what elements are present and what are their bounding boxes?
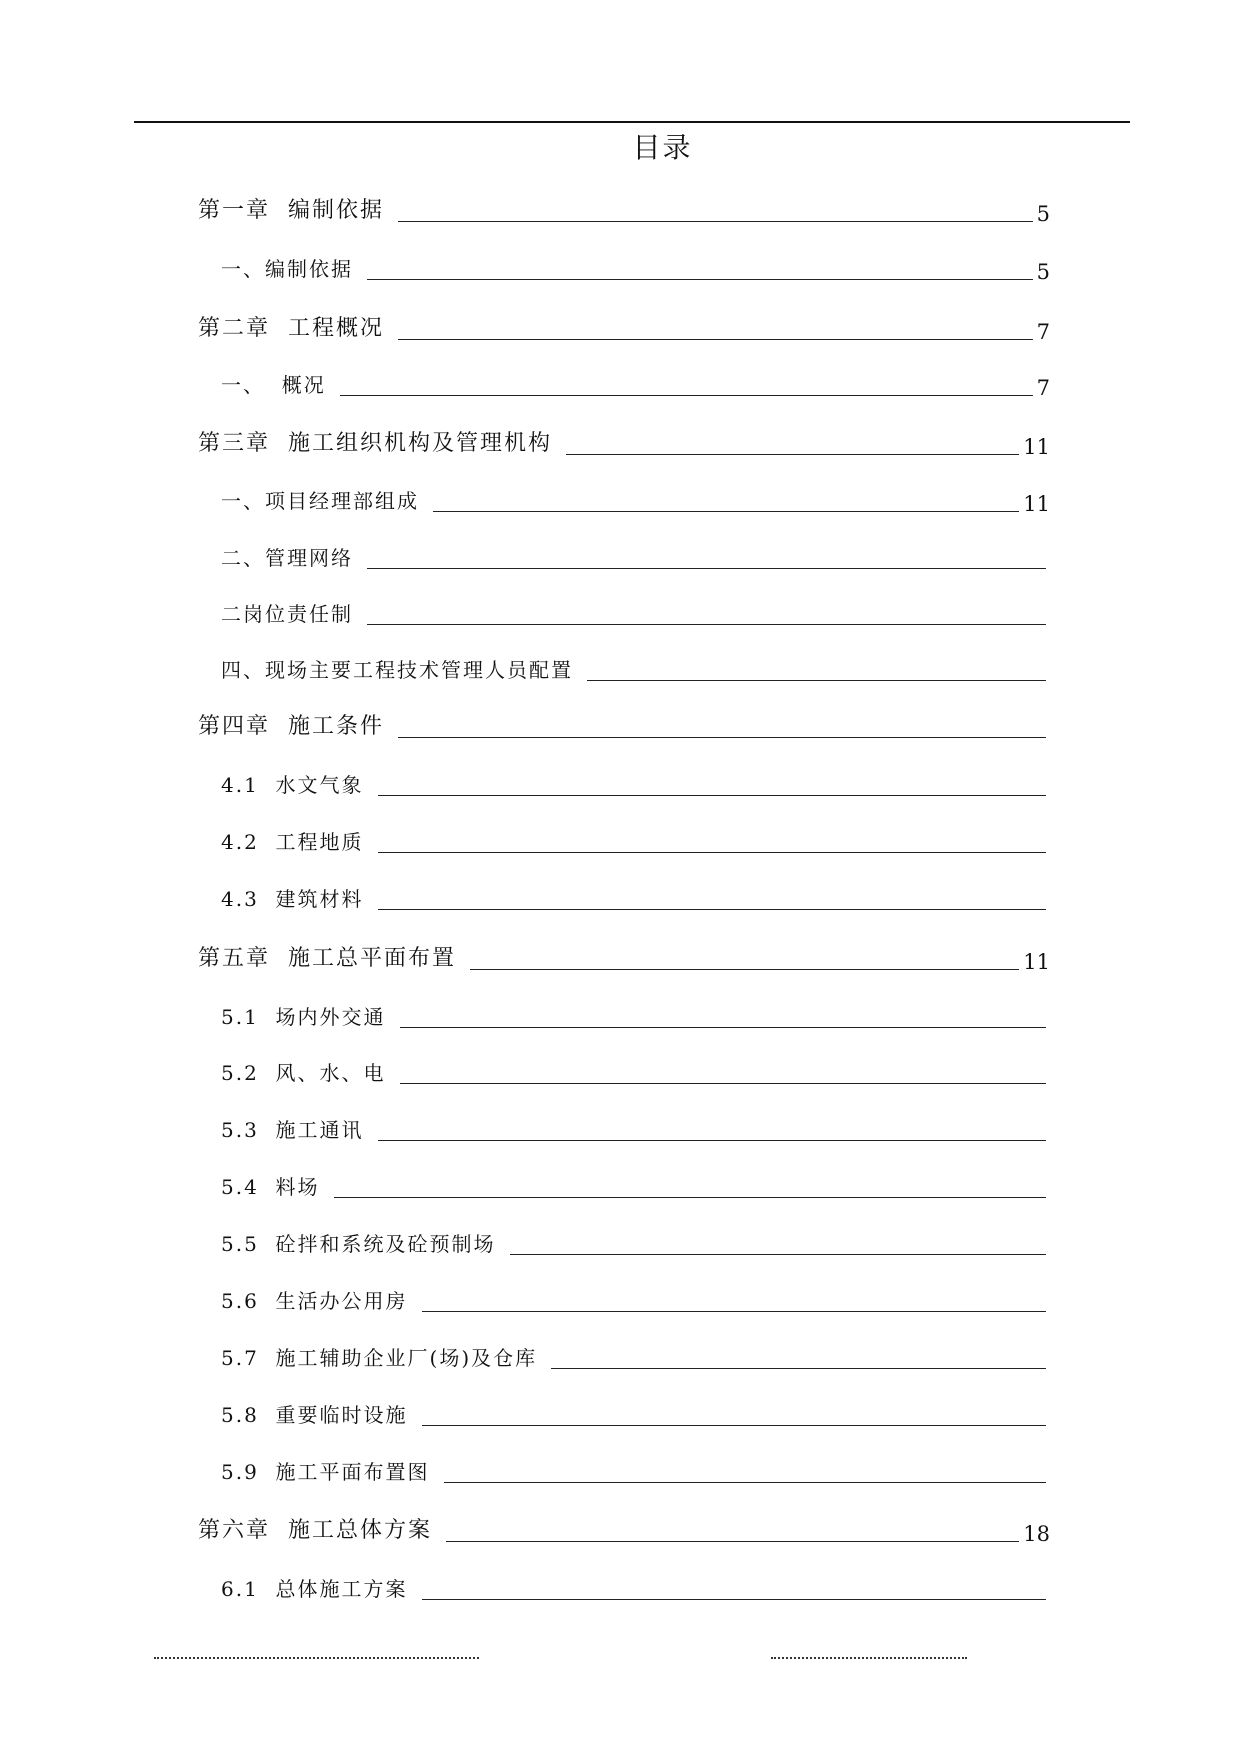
toc-entry[interactable] bbox=[221, 884, 1050, 914]
toc-entry-label: 4.2 工程地质 bbox=[221, 830, 364, 854]
toc-entry-label: 4.1 水文气象 bbox=[221, 773, 364, 797]
toc-entry-label: 4.3 建筑材料 bbox=[221, 887, 364, 911]
toc-entry-label: 一、编制依据 bbox=[221, 257, 353, 281]
toc-leader-line bbox=[470, 969, 1019, 970]
toc-entry-label: 一、 概况 bbox=[221, 373, 326, 397]
toc-entry-label: 一、项目经理部组成 bbox=[221, 489, 419, 513]
toc-entry[interactable] bbox=[221, 1457, 1050, 1487]
toc-page-number: 18 bbox=[1023, 1522, 1050, 1546]
toc-leader-line bbox=[400, 1083, 1046, 1084]
toc-entry[interactable] bbox=[198, 1516, 1050, 1546]
toc-entry[interactable] bbox=[221, 1343, 1050, 1373]
toc-leader-line bbox=[367, 568, 1046, 569]
toc-entry-label: 5.4 料场 bbox=[221, 1175, 320, 1199]
toc-entry[interactable] bbox=[198, 429, 1050, 459]
toc-entry[interactable] bbox=[221, 1002, 1050, 1032]
toc-entry-label: 5.2 风、水、电 bbox=[221, 1061, 386, 1085]
toc-entry[interactable] bbox=[221, 1172, 1050, 1202]
toc-leader-line bbox=[587, 680, 1046, 681]
toc-entry-label: 第三章 施工组织机构及管理机构 bbox=[198, 431, 552, 456]
toc-entry-label: 二岗位责任制 bbox=[221, 602, 353, 626]
toc-page-number: 11 bbox=[1023, 435, 1050, 459]
toc-leader-line bbox=[367, 279, 1033, 280]
toc-entry[interactable] bbox=[221, 1058, 1050, 1088]
toc-entry[interactable] bbox=[221, 370, 1050, 400]
toc-entry-label: 5.9 施工平面布置图 bbox=[221, 1460, 430, 1484]
toc-entry[interactable] bbox=[221, 827, 1050, 857]
toc-entry[interactable] bbox=[221, 1400, 1050, 1430]
toc-entry-label: 二、管理网络 bbox=[221, 546, 353, 570]
toc-entry[interactable] bbox=[221, 655, 1050, 685]
toc-leader-line bbox=[551, 1368, 1046, 1369]
toc-entry[interactable] bbox=[221, 1574, 1050, 1604]
toc-entry-label: 第一章 编制依据 bbox=[198, 198, 384, 223]
toc-leader-line bbox=[510, 1254, 1046, 1255]
toc-leader-line bbox=[566, 454, 1019, 455]
toc-leader-line bbox=[398, 339, 1033, 340]
toc-leader-line bbox=[334, 1197, 1046, 1198]
toc-entry[interactable] bbox=[221, 543, 1050, 573]
toc-entry[interactable] bbox=[221, 599, 1050, 629]
toc-leader-line bbox=[378, 909, 1046, 910]
toc-entry[interactable] bbox=[221, 770, 1050, 800]
toc-entry[interactable] bbox=[221, 486, 1050, 516]
toc-entry[interactable] bbox=[221, 254, 1050, 284]
toc-entry-label: 第二章 工程概况 bbox=[198, 316, 384, 341]
toc-leader-line bbox=[422, 1425, 1046, 1426]
footer-dotted-line-right bbox=[771, 1657, 967, 1659]
toc-entry[interactable] bbox=[198, 196, 1050, 226]
toc-entry-label: 第六章 施工总体方案 bbox=[198, 1518, 432, 1543]
toc-title: 目录 bbox=[632, 131, 693, 164]
toc-leader-line bbox=[367, 624, 1046, 625]
toc-entry[interactable] bbox=[198, 712, 1050, 742]
toc-entry-label: 5.3 施工通讯 bbox=[221, 1118, 364, 1142]
toc-page-number: 5 bbox=[1036, 202, 1050, 226]
toc-entry[interactable] bbox=[221, 1229, 1050, 1259]
toc-entry-label: 第五章 施工总平面布置 bbox=[198, 946, 456, 971]
toc-entry-label: 6.1 总体施工方案 bbox=[221, 1577, 408, 1601]
toc-page-number: 11 bbox=[1023, 950, 1050, 974]
toc-leader-line bbox=[378, 852, 1046, 853]
toc-leader-line bbox=[400, 1027, 1046, 1028]
toc-entry-label: 5.8 重要临时设施 bbox=[221, 1403, 408, 1427]
toc-entry-label: 第四章 施工条件 bbox=[198, 714, 384, 739]
toc-entry-label: 5.1 场内外交通 bbox=[221, 1005, 386, 1029]
toc-page-number: 5 bbox=[1036, 260, 1050, 284]
toc-entry-label: 5.5 砼拌和系统及砼预制场 bbox=[221, 1232, 496, 1256]
toc-entry[interactable] bbox=[221, 1286, 1050, 1316]
toc-leader-line bbox=[340, 395, 1033, 396]
toc-entry[interactable] bbox=[221, 1115, 1050, 1145]
footer-dotted-line-left bbox=[154, 1657, 479, 1659]
toc-leader-line bbox=[422, 1311, 1046, 1312]
toc-leader-line bbox=[398, 737, 1046, 738]
toc-entry-label: 5.7 施工辅助企业厂(场)及仓库 bbox=[221, 1346, 538, 1370]
toc-leader-line bbox=[433, 511, 1019, 512]
toc-entry-label: 四、现场主要工程技术管理人员配置 bbox=[221, 658, 573, 682]
toc-leader-line bbox=[444, 1482, 1046, 1483]
toc-leader-line bbox=[446, 1541, 1019, 1542]
toc-entry[interactable] bbox=[198, 314, 1050, 344]
toc-leader-line bbox=[378, 795, 1046, 796]
toc-entry-label: 5.6 生活办公用房 bbox=[221, 1289, 408, 1313]
toc-entry[interactable] bbox=[198, 944, 1050, 974]
toc-page-number: 11 bbox=[1023, 492, 1050, 516]
toc-leader-line bbox=[378, 1140, 1046, 1141]
toc-leader-line bbox=[398, 221, 1033, 222]
toc-page-number: 7 bbox=[1036, 320, 1050, 344]
toc-page-number: 7 bbox=[1036, 376, 1050, 400]
toc-leader-line bbox=[422, 1599, 1046, 1600]
